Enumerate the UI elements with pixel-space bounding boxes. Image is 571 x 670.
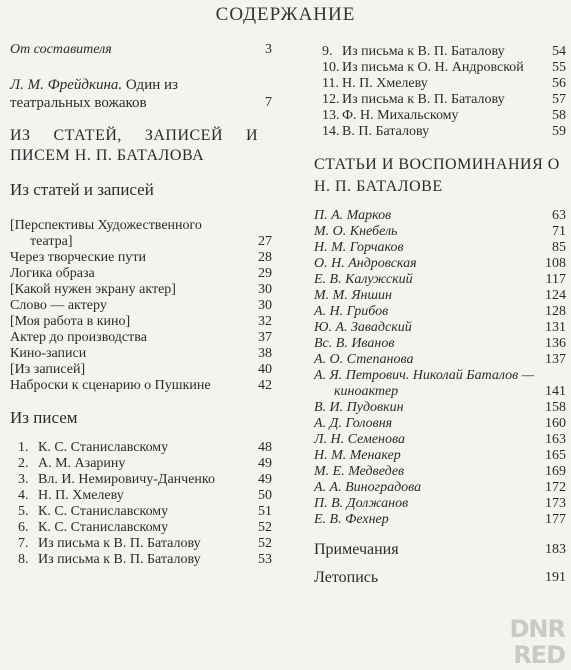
toc-entry <box>314 464 566 480</box>
letter-number: 7. <box>18 536 29 551</box>
toc-entry-title: Л. Н. Семенова <box>314 432 405 447</box>
letter-page: 58 <box>552 108 566 123</box>
toc-entry-page: 191 <box>545 570 566 585</box>
toc-entry-page: 160 <box>545 416 566 431</box>
toc-entry <box>314 320 566 336</box>
toc-entry-page: 71 <box>552 224 566 239</box>
toc-entry <box>10 298 272 314</box>
letter-title: Н. П. Хмелеву <box>342 76 428 91</box>
toc-entry <box>10 330 272 346</box>
toc-entry-title: [Какой нужен экрану актер] <box>10 282 176 297</box>
letter-entry <box>314 60 566 76</box>
letter-title: Вл. И. Немировичу-Данченко <box>38 472 216 487</box>
watermark-logo <box>510 616 566 668</box>
toc-entry <box>10 378 272 394</box>
toc-entry-title: М. О. Кнебель <box>314 224 398 239</box>
toc-entry-title: Через творческие пути <box>10 250 146 265</box>
toc-entry-essay <box>10 76 272 112</box>
toc-entry-intro <box>10 42 272 58</box>
toc-entry-title: А. А. Виноградова <box>314 480 422 495</box>
letter-title: К. С. Станиславскому <box>38 520 169 535</box>
letters-list <box>10 440 272 568</box>
left-column <box>10 42 272 568</box>
toc-entry <box>314 512 566 528</box>
toc-entry-title: Е. В. Фехнер <box>314 512 389 527</box>
articles-list <box>10 218 272 394</box>
toc-entry-title: А. О. Степанова <box>314 352 414 367</box>
letter-entry <box>10 472 272 488</box>
letter-page: 51 <box>258 504 272 519</box>
toc-entry <box>10 362 272 378</box>
letter-page: 49 <box>258 472 272 487</box>
letter-page: 57 <box>552 92 566 107</box>
letter-number: 8. <box>18 552 29 567</box>
letter-entry <box>314 76 566 92</box>
toc-entry-title: Кино-записи <box>10 346 87 361</box>
letter-title: Ф. Н. Михальскому <box>342 108 459 123</box>
toc-entry-chronicle <box>314 570 566 586</box>
toc-entry-page: 131 <box>545 320 566 335</box>
letter-page: 50 <box>258 488 272 503</box>
toc-entry <box>10 218 272 250</box>
toc-entry-notes <box>314 542 566 558</box>
toc-entry-page: 7 <box>265 95 272 110</box>
toc-entry-page: 137 <box>545 352 566 367</box>
letters-list-continued <box>314 44 566 140</box>
letter-page: 53 <box>258 552 272 567</box>
toc-entry <box>314 368 566 400</box>
toc-entry-page: 136 <box>545 336 566 351</box>
toc-entry-page: 27 <box>258 234 272 249</box>
letter-page: 59 <box>552 124 566 139</box>
subsection-heading-articles: Из статей и записей <box>10 180 154 199</box>
toc-entry-page: 32 <box>258 314 272 329</box>
letter-page: 56 <box>552 76 566 91</box>
toc-entry-page: 38 <box>258 346 272 361</box>
toc-entry-title: В. И. Пудовкин <box>314 400 404 415</box>
toc-entry-title: Ю. А. Завадский <box>314 320 412 335</box>
toc-entry-title: М. М. Яншин <box>314 288 392 303</box>
toc-entry-page: 63 <box>552 208 566 223</box>
toc-entry-title: О. Н. Андровская <box>314 256 417 271</box>
toc-entry <box>314 448 566 464</box>
toc-entry-page: 128 <box>545 304 566 319</box>
letter-title: Из письма к В. П. Баталову <box>38 536 201 551</box>
toc-entry-title: [Моя работа в кино] <box>10 314 131 329</box>
subsection-heading-letters: Из писем <box>10 408 78 427</box>
toc-entry-page: 124 <box>545 288 566 303</box>
toc-entry-page: 40 <box>258 362 272 377</box>
toc-entry-title: Слово — актеру <box>10 298 107 313</box>
letter-number: 12. <box>322 92 340 107</box>
letter-title: К. С. Станиславскому <box>38 504 169 519</box>
letter-page: 52 <box>258 536 272 551</box>
letter-number: 9. <box>322 44 333 59</box>
toc-entry-page: 173 <box>545 496 566 511</box>
letter-number: 13. <box>322 108 340 123</box>
toc-entry-title: П. А. Марков <box>314 208 392 223</box>
toc-entry-title: От составителя <box>10 42 112 57</box>
letter-page: 54 <box>552 44 566 59</box>
letter-title: Из письма к О. Н. Андровской <box>342 60 524 75</box>
toc-entry-title: Н. М. Горчаков <box>314 240 404 255</box>
letter-page: 52 <box>258 520 272 535</box>
toc-entry <box>314 208 566 224</box>
toc-entry-page: 172 <box>545 480 566 495</box>
toc-entry-title: [Из записей] <box>10 362 86 377</box>
letter-title: Из письма к В. П. Баталову <box>38 552 201 567</box>
page-title: СОДЕРЖАНИЕ <box>215 4 356 25</box>
toc-entry <box>10 266 272 282</box>
toc-entry <box>314 272 566 288</box>
toc-entry <box>10 282 272 298</box>
letter-number: 4. <box>18 488 29 503</box>
toc-entry-page: 108 <box>545 256 566 271</box>
letter-title: Н. П. Хмелеву <box>38 488 124 503</box>
letter-number: 1. <box>18 440 29 455</box>
letter-title: Из письма к В. П. Баталову <box>342 92 505 107</box>
toc-entry-title: Примечания <box>314 541 399 558</box>
toc-entry <box>314 336 566 352</box>
toc-entry <box>314 224 566 240</box>
letter-entry <box>10 552 272 568</box>
letter-number: 6. <box>18 520 29 535</box>
toc-entry <box>10 314 272 330</box>
letter-entry <box>314 44 566 60</box>
letter-page: 55 <box>552 60 566 75</box>
toc-entry-title: П. В. Должанов <box>314 496 409 511</box>
toc-entry <box>314 352 566 368</box>
letter-number: 5. <box>18 504 29 519</box>
toc-entry-title: А. Д. Головня <box>314 416 393 431</box>
toc-entry-title: Е. В. Калужский <box>314 272 413 287</box>
toc-entry-title: А. Н. Грибов <box>314 304 389 319</box>
letter-entry <box>10 504 272 520</box>
toc-entry-title: Л. М. Фрейдкина. Один из театральных вожаков <box>10 77 178 111</box>
toc-entry <box>314 240 566 256</box>
letter-number: 2. <box>18 456 29 471</box>
toc-entry-title: Н. М. Менакер <box>314 448 401 463</box>
toc-entry <box>314 432 566 448</box>
section-heading-memoirs: СТАТЬИ И ВОСПОМИНАНИЯ О Н. П. БАТАЛОВЕ <box>314 156 560 195</box>
section-heading-batalov-writings: ИЗ СТАТЕЙ, ЗАПИСЕЙ И ПИСЕМ Н. П. БАТАЛОВА <box>10 127 258 164</box>
watermark-line: DNR <box>509 615 565 643</box>
letter-entry <box>10 488 272 504</box>
toc-entry <box>314 256 566 272</box>
toc-entry-page: 169 <box>545 464 566 479</box>
letter-entry <box>10 520 272 536</box>
letter-title: В. П. Баталову <box>342 124 430 139</box>
toc-entry <box>314 400 566 416</box>
letter-entry <box>314 108 566 124</box>
toc-entry-page: 141 <box>545 384 566 399</box>
right-column <box>314 44 566 586</box>
letter-number: 3. <box>18 472 29 487</box>
letter-entry <box>10 456 272 472</box>
toc-entry-title: [Перспективы Художественного театра] <box>10 218 202 249</box>
toc-entry-page: 30 <box>258 282 272 297</box>
toc-entry-page: 30 <box>258 298 272 313</box>
toc-entry-page: 29 <box>258 266 272 281</box>
toc-entry-page: 117 <box>545 272 566 287</box>
toc-entry <box>314 288 566 304</box>
toc-entry <box>314 416 566 432</box>
letter-number: 14. <box>322 124 340 139</box>
watermark-line: RED <box>513 641 565 669</box>
letter-entry <box>10 440 272 456</box>
letter-entry <box>10 536 272 552</box>
toc-entry <box>314 496 566 512</box>
toc-entry-page: 85 <box>552 240 566 255</box>
toc-entry <box>314 304 566 320</box>
toc-entry-title: Вс. В. Иванов <box>314 336 395 351</box>
letter-title: Из письма к В. П. Баталову <box>342 44 505 59</box>
toc-entry-title: Летопись <box>314 569 379 586</box>
toc-entry-page: 165 <box>545 448 566 463</box>
letter-title: К. С. Станиславскому <box>38 440 169 455</box>
letter-number: 10. <box>322 60 340 75</box>
letter-title: А. М. Азарину <box>38 456 126 471</box>
memoirs-list <box>314 208 566 528</box>
toc-entry-page: 183 <box>545 542 566 557</box>
letter-number: 11. <box>322 76 339 91</box>
toc-entry-page: 163 <box>545 432 566 447</box>
letter-entry <box>314 124 566 140</box>
toc-entry-title: Наброски к сценарию о Пушкине <box>10 378 211 393</box>
letter-page: 49 <box>258 456 272 471</box>
toc-entry-page: 37 <box>258 330 272 345</box>
toc-entry <box>10 346 272 362</box>
toc-entry-title: А. Я. Петрович. Николай Баталов — киноактер <box>314 368 535 399</box>
toc-entry <box>314 480 566 496</box>
toc-entry-title: Актер до производства <box>10 330 147 345</box>
toc-entry-page: 42 <box>258 378 272 393</box>
toc-entry-title: М. Е. Медведев <box>314 464 405 479</box>
toc-entry-page: 177 <box>545 512 566 527</box>
letter-page: 48 <box>258 440 272 455</box>
toc-entry <box>10 250 272 266</box>
toc-entry-page: 3 <box>265 42 272 57</box>
toc-entry-page: 158 <box>545 400 566 415</box>
toc-entry-page: 28 <box>258 250 272 265</box>
toc-entry-title: Логика образа <box>10 266 95 281</box>
letter-entry <box>314 92 566 108</box>
